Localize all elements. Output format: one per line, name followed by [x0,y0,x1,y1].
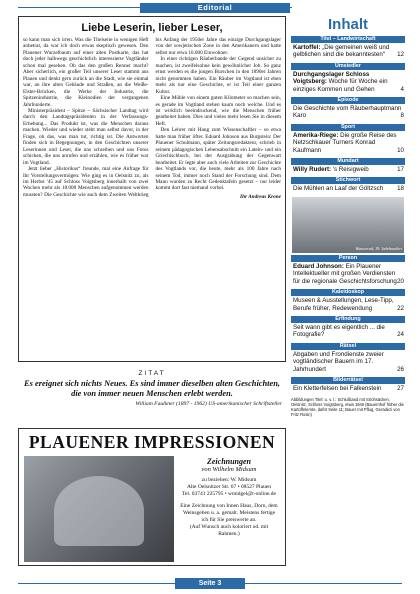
ad-subtitle-2: von Wilhelm Midsum [201,466,257,473]
toc-entry-page: 4 [400,85,404,93]
toc-entry-topic: Durchgangslager Schloss Voigtsberg: [293,70,370,86]
toc-section [291,36,405,61]
editorial-paragraph: Den Lehrer mit Hang zum Wissenschaftler – so etwa hatte man früher öfter. Eduard Johnson aus Burgstein: Der Plauener Schulmann, später Zeitungsredakteur, schrieb in seinem pädagogischen Lebensabschnitt ein Latein- und ein Griechischbuch, bei der Ausgrabung der Gegenwart bearbeitet. Er legte aber auch viele Arbeiten zur Geschichte des Vogtlands vor, die heute, mehr als 100 Jahre nach seinem Tod, immer noch Stand der Forschung sind. Dem Mann wurden zu Recht Gedenktafeln gesetzt – nur leider kommt dort fast niemand vorbei. [155,127,281,192]
ad-line: (Auf Wunsch auch koloriert od. mit Rahmen.) [189,524,269,537]
footer-bar [0,578,420,590]
toc-section [291,158,405,175]
toc-section-head: Titel – Landwirtschaft [291,36,405,43]
editorial-paragraph: Ministerpräsident – Spitze – Sächsischer Landtag wird durch den Landtagspräsidenten in der Verfassungs-Erhebung... Das Produkt ist, was die Menschen daraus machen. Wieder und wieder steht man selbst davor, in der Frage, ob das, was man tut, richtig ist. Die Antworten finden sich in Begegnungen, in den Geschichten unserer Leserinnen und Leser, die uns schreiben und uns Fotos schicken, die uns anrufen und erzählen, wie es früher war im Vogtland. [23,107,149,166]
toc-section-body [291,184,405,194]
toc-section-head: Umsiedler [291,63,405,70]
editorial-paragraph: Eine Mühle von einem guten Kilometer so machen sein, es gerade im Vogtland stehen kaum noch welche. Und es ist wirklich beeindruckend, wie die Menschen früher gearbeitet haben. Dies und vieles mehr lesen Sie in diesem Heft. [155,95,281,127]
image-credits: Abbildungen Titel: u. v. l.: Schlußtand mit Strohsäcken, Oelsnitz, Schloss Voigtsberg, etwa 1946 (Bauernhof früher die Kartoffelernte, dafür Seite 11; Bauer mit Pflug, Geradezi von Fritz Rosin) [291,397,404,418]
editorial-paragraph: so kann man sich irren. Was die Titelseite in wenigen Heft anbetrat, da war ich doch etwas skeptisch gewesen. Den Plauener Wurzelbaum auf einer alten Postkarte, das hat doch jeder halbwegs geschichtlich interessierte Vogtländer schon mal gesehen. Ob das den großen Renner macht? Aber sicherlich, ein großer Teil unserer Leser stammt aus Plauen und denkt gern zurück an die Stadt, wie sie einmal war, an ihre alten Gebäude und Straßen, an die Weiße-Elster-Brücken, die Werke der Industrie, die Spitzenindustrie, die Kleinodien der vergangenen Jahrhunderte. [23,37,149,108]
ad-drawing-image [24,456,174,562]
quote-box [18,366,286,424]
header-bar [0,0,420,14]
toc-section-body [291,43,405,61]
toc-section-body [291,323,405,341]
ad-line: zu beziehen: W. Midsum [201,477,257,483]
section-label: Editorial [140,3,290,13]
toc-section-head: Sport [291,124,405,131]
quote-text: Es ereignet sich nichts Neues. Es sind immer dieselben alten Geschichten, die von immer neuen Menschen erlebt werden. [24,379,280,398]
toc-entry-text: Ein Kletterfelsen bei Falkenstein [293,384,382,392]
page-number: Seite 3 [175,578,245,589]
toc-entry-topic: Eduard Johnson: [293,262,344,270]
toc-entry-text: Seit wann gibt es eigentlich ... die Fotografie? [293,323,385,339]
ad-headline: PLAUENER IMPRESSIONEN [28,432,276,452]
toc-entry-text: Die Mühlen an Laaf der Göltzsch [293,185,384,193]
toc-section-head: Rätsel [291,343,405,350]
toc-section-head: Bilderrätsel [291,377,405,384]
toc-section-head: Episode [291,97,405,104]
toc-section-body [291,70,405,95]
toc-entry[interactable] [293,44,404,59]
toc-entry-text: Abgaben und Frondienste zweier vogtländischer Bauern im 17. Jahrhundert [293,350,384,373]
toc-entry-page: 20 [397,277,404,285]
toc-section [291,377,405,394]
toc-entry-page: 12 [397,51,404,59]
toc-entry-text: Die große Reise des Netzschkauer Turners Konrad Kaufmann [293,131,397,154]
editorial-title: Liebe Leserin, lieber Leser, [81,22,223,34]
ad-line: Tel. 03741 225795 • wmidgel@t-online.de [182,491,276,497]
editorial-box [18,16,286,362]
editorial-columns [23,37,281,357]
toc-section-body [291,165,405,175]
toc-entry[interactable] [293,324,404,339]
toc-sections [291,36,405,394]
toc-section [291,97,405,122]
toc-entry-topic: Kartoffel: [293,44,321,51]
toc-entry[interactable] [293,132,404,154]
toc-entry-text: Ein Plauener Intellektueller mit großen Verdiensten für die regionale Geschichtsforschung [293,262,397,285]
toc-entry-text: Museen & Ausstellungen, Lese-Tipp, Berufe früher, Redewendung [293,297,394,312]
editorial-signature: Ihr Andreas Krone [240,193,281,200]
toc-entry[interactable] [293,351,404,373]
toc-entry-page: 24 [397,331,404,339]
toc-section-body [291,296,405,314]
toc-section-head: Mundart [291,158,405,165]
editorial-paragraph: In einer richtigen Räuberbande der Gegend unsicher zu machen, ist zweifelsohne kein gewöhnlicher Job. So ganz ernst werden es die jungen Burschen in den 1890er Jahren nicht genommen haben. Ein Räuber im Vogtland ist eben mehr als nur eine Geschichte, er ist Teil einer ganzen Kultur. [155,56,281,95]
toc-entry[interactable] [293,297,404,312]
toc-entry-text: „Die gemeinen weiß und gelblichen sind die bekanntesten“ [293,44,390,59]
toc-entry[interactable] [293,263,404,285]
toc-entry[interactable] [293,105,404,120]
toc-entry[interactable] [293,385,404,392]
toc-entry[interactable] [293,166,404,173]
drawing-shape [54,476,144,546]
toc-entry-page: 27 [397,384,404,392]
toc-entry[interactable] [293,71,404,93]
toc-entry-page: 22 [397,304,404,312]
toc-section-body [291,262,405,287]
toc-entry-page: 18 [397,185,404,193]
toc-entry[interactable] [293,185,404,192]
toc-section-head: Stichwort [291,177,405,184]
toc-entry-page: 17 [397,166,404,174]
toc-section-head: Kaleidoskop [291,289,405,296]
toc-entry-page: 8 [400,112,404,120]
toc-section [291,316,405,341]
toc-entry-text: Woche für Woche ein einziges Kommen und Gehen [293,78,388,93]
mill-wheel-image [292,197,404,253]
toc-section [291,177,405,252]
toc-entry-topic: Amerika-Riege: [293,131,339,139]
editorial-paragraph: Jetzt lieber „Historikus“ freunde, mal eine Anfrage für Ihr Vorstellungsvermögen: Wie ging es in Oelsnitz zu, als im Herbst '45 auf Schloss Voigtsberg innerhalb von zwei Wochen mehr als 18.000 Menschen aufgenommen werden mussten? Die Geschichte wie auch dem Zweiten Weltkrieg bis Anfang der 1950er Jahre das einzige Durchgangslager von der sowjetischen Zone in den Amerikanern und hatte selbst nur etwa 16.000 Einwohner. [23,37,281,198]
toc-section [291,124,405,156]
toc-entry-page: 26 [397,365,404,373]
quote-label: ZITAT [138,370,166,377]
toc-section-body [291,384,405,394]
toc-entry-text: Die Geschichte vom Räuberhauptmann Karo [293,105,402,120]
toc-section-body [291,350,405,375]
table-of-contents [291,16,405,576]
toc-section-head: Erfindung [291,316,405,323]
toc-entry-page: 10 [397,146,404,154]
advertisement [18,428,286,566]
toc-section [291,255,405,287]
ad-line: Eine Zeichnung von Innen Haus, Dorn, dem Weinsgeben u. a. gemalt. Meistens fertige ich für Sie preiswerte an. [180,503,278,523]
quote-author: William Faulkner (1897 - 1962) US-amerikanischer Schriftsteller [135,401,282,407]
ad-subtitle: Zeichnungen [206,457,251,466]
toc-section-body [291,131,405,156]
toc-section-body [291,104,405,122]
toc-section [291,289,405,314]
ad-info [179,457,279,538]
ad-line: Alte Oelsnitzer Str. 67 • 08527 Plauen [187,484,271,490]
toc-entry-text: 's Reisigweib [331,166,369,174]
toc-section-head: Person [291,255,405,262]
toc-section [291,63,405,95]
toc-title: Inhalt [328,16,368,33]
image-caption: Wasserrad, 19. Jahrhundert [355,245,402,251]
toc-section [291,343,405,375]
toc-entry-topic: Willy Rudert: [293,166,332,174]
